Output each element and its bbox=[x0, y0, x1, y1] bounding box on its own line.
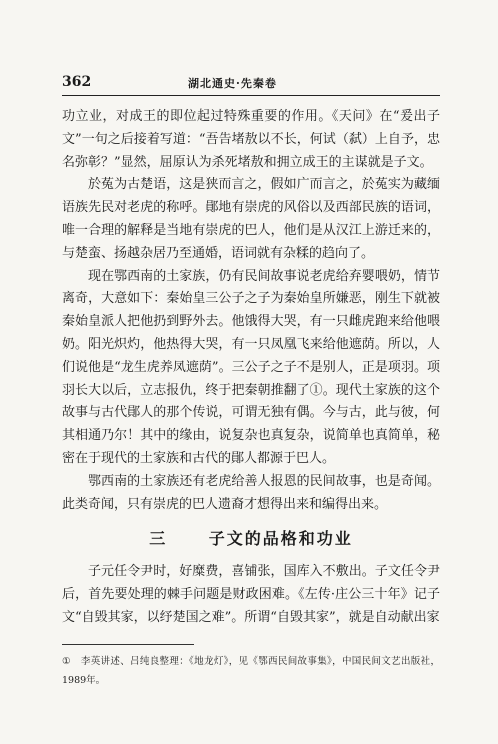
section-title: 子文的品格和功业 bbox=[208, 529, 353, 549]
paragraph-1: 功立业，对成王的即位起过特殊重要的作用。《天问》在“爰出子文”一句之后接着写道：“吾告堵敖以不长，何试（弑）上自予，忠名弥彰？”显然，屈原认为杀死堵敖和拥立成王的主谋就是子文。 bbox=[62, 109, 440, 170]
page-header bbox=[62, 74, 438, 94]
footnote-text: 李英讲述、吕纯良整理：《地龙灯》，见《鄂西民间故事集》，中国民间文艺出版社，1989年。 bbox=[62, 656, 440, 686]
footnote bbox=[62, 652, 440, 690]
body-text bbox=[62, 106, 440, 630]
paragraph-4: 鄂西南的土家族还有老虎给善人报恩的民间故事，也是奇闻。此类奇闻，只有崇虎的巴人遗裔才想得出来和编得出来。 bbox=[62, 473, 440, 512]
running-title: 湖北通史·先秦卷 bbox=[188, 77, 277, 90]
footnote-marker: ① bbox=[62, 656, 71, 667]
section-heading bbox=[62, 528, 440, 551]
footnote-rule bbox=[62, 644, 194, 645]
header-rule bbox=[62, 95, 440, 96]
paragraph-2: 於菟为古楚语，这是狭而言之，假如广而言之，於菟实为藏缅语族先民对老虎的称呼。鄖地有崇虎的风俗以及西部民族的语词，唯一合理的解释是当地有崇虎的巴人，他们是从汉江上游迁来的，与楚蛮、扬越杂居乃至通婚，语词就有杂糅的趋向了。 bbox=[62, 177, 440, 261]
paragraph-3: 现在鄂西南的土家族，仍有民间故事说老虎给弃婴喂奶，情节离奇，大意如下：秦始皇三公子之子为秦始皇所嫌恶，刚生下就被秦始皇派人把他扔到野外去。他饿得大哭，有一只雌虎跑来给他喂奶。阳光炽灼，他热得大哭，有一只凤凰飞来给他遮荫。所以，人们说他是“龙生虎养凤遮荫”。三公子之子不是别人，正是项羽。项羽长大以后，立志报仇，终于把秦朝推翻了①。现代土家族的这个故事与古代鄖人的那个传说，可谓无独有偶。今与古，此与彼，何其相通乃尔！其中的缘由，说复杂也真复杂，说简单也真简单，秘密在于现代的土家族和古代的鄖人都源于巴人。 bbox=[62, 268, 440, 466]
section-paragraph-1: 子元任令尹时，好糜费，喜铺张，国库入不敷出。子文任令尹后，首先要处理的棘手问题是财政困难。《左传·庄公三十年》记子文“自毁其家，以纾楚国之难”。所谓“自毁其家”，就是自动献出家 bbox=[62, 564, 440, 625]
page-number: 362 bbox=[62, 74, 92, 90]
section-number: 三 bbox=[149, 529, 168, 549]
